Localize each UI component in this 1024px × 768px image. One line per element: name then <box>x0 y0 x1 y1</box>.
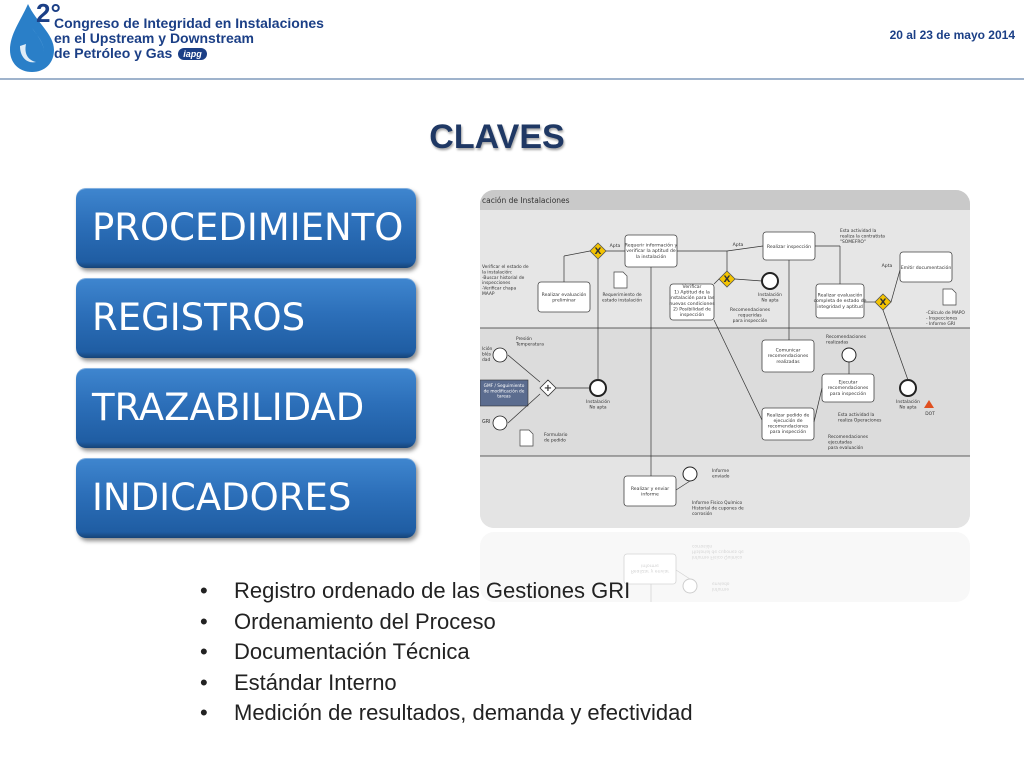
label-no-apta-1: Instalación No apta <box>758 293 782 304</box>
label-apta-2: Apta <box>732 243 744 248</box>
note-recomendaciones-requeridas: Recomendaciones requeridas para inspección <box>730 308 770 324</box>
note-recom-realizadas: Recomendaciones realizadas <box>826 335 866 346</box>
bpmn-diagram <box>480 190 970 528</box>
gateway-1-mark: X <box>594 247 602 257</box>
intermediate-event-1 <box>842 348 856 362</box>
note-formulario: Formulario de pedido <box>544 433 568 444</box>
note-requerimiento: Requerimiento de estado instalación <box>602 293 642 304</box>
logo-text-line-2: en el Upstream y Downstream <box>54 30 254 46</box>
note-esta-actividad-2: Esta actividad la realiza Operaciones <box>838 413 882 424</box>
end-event-no-apta-1 <box>762 273 778 289</box>
bullet-item: • Estándar Interno <box>200 668 693 699</box>
label-apta-3: Apta <box>881 264 893 269</box>
logo-text-line-3 <box>54 45 207 61</box>
gateway-3-mark: X <box>879 298 887 308</box>
doc-formulario <box>520 430 533 446</box>
task-evaluacion-completa-label: Realizar evaluación completa de estado de integridad y aptitud <box>813 293 867 310</box>
start-event-2 <box>493 416 507 430</box>
note-informe-fisico: Informe Físico Químico Historial de cupones de corrosión <box>692 501 744 517</box>
subprocess-gmf-label: GMF / Seguimiento de modificación de tareas <box>483 384 525 400</box>
label-dot: DOT <box>925 412 935 417</box>
doc-requerimiento <box>614 272 627 288</box>
bullet-item: • Ordenamiento del Proceso <box>200 607 693 638</box>
header-divider <box>0 78 1024 80</box>
end-event-no-apta-3 <box>900 380 916 396</box>
task-realizar-enviar-informe-label: Realizar y enviar informe <box>630 486 670 498</box>
slide-header <box>0 0 1024 80</box>
note-recom-ejecutadas: Recomendaciones ejecutadas para evaluación <box>828 435 868 451</box>
bullet-item: • Documentación Técnica <box>200 637 693 668</box>
task-verificar-aptitud-label: Verificar 1) Aptitud de la instalación para las nuevas condiciones 2) Posibilidad de inspección <box>669 285 715 318</box>
key-registros: REGISTROS <box>76 278 416 358</box>
logo-number: 2° <box>36 0 61 28</box>
note-lcion: lción blés dad <box>482 347 493 363</box>
task-requerir-informacion-label: Requerir información y verificar la aptitud de la instalación <box>624 243 678 260</box>
bullet-item: • Registro ordenado de las Gestiones GRI <box>200 576 693 607</box>
end-event-no-apta-2 <box>590 380 606 396</box>
svg-text:Informe Físico QuímicoHistoria: Informe Físico QuímicoHistorial de cupones decorrosión <box>692 543 744 559</box>
note-informe-enviado: Informe enviado <box>712 469 730 480</box>
event-date: 20 al 23 de mayo 2014 <box>889 28 1015 42</box>
note-presion: Presión Temperatura <box>516 337 544 348</box>
doc-emitida <box>943 289 956 305</box>
task-evaluacion-preliminar-label: Realizar evaluación preliminar <box>541 292 587 304</box>
note-esta-actividad: Esta actividad la realiza la contratista "SOMEFRO" <box>840 229 885 245</box>
note-gri: GRI <box>482 420 491 425</box>
process-diagram <box>480 190 970 528</box>
note-verificar-estado: Verificar el estado de la instalación: -Buscar historial de inspecciones -Verificar chapa MAAP <box>482 265 529 297</box>
label-no-apta-2: Instalación No apta <box>586 400 610 411</box>
bullet-item: • Medición de resultados, demanda y efectividad <box>200 698 693 729</box>
task-realizar-pedido-label: Realizar pedido de ejecución de recomendaciones para inspección <box>766 413 810 436</box>
start-event-1 <box>493 348 507 362</box>
slide-title: CLAVES <box>429 118 565 156</box>
task-emitir-documentacion-label: Emitir documentación <box>900 266 952 271</box>
logo-text-line-1: Congreso de Integridad en Instalaciones <box>54 15 324 31</box>
gateway-2-mark: X <box>723 275 731 285</box>
key-procedimiento: PROCEDIMIENTO <box>76 188 416 268</box>
intermediate-event-2 <box>683 467 697 481</box>
gateway-parallel-mark: + <box>543 383 553 394</box>
svg-text:Informeenviado: Informeenviado <box>712 580 730 591</box>
task-comunicar-label: Comunicar recomendaciones realizadas <box>767 348 809 365</box>
svg-text:Realizar y enviarinforme: Realizar y enviarinforme <box>630 562 670 574</box>
iapg-badge: iapg <box>178 48 207 60</box>
diagram-title: cación de Instalaciones <box>482 196 570 205</box>
task-ejecutar-recomendaciones-label: Ejecutar recomendaciones para inspección <box>827 380 869 397</box>
task-realizar-inspeccion-label: Realizar inspección <box>766 245 812 250</box>
logo-text-line-3-label: de Petróleo y Gas <box>54 45 173 61</box>
key-indicadores: INDICADORES <box>76 458 416 538</box>
lane-3 <box>480 456 970 528</box>
label-apta-1: Apta <box>609 244 621 249</box>
key-trazabilidad: TRAZABILIDAD <box>76 368 416 448</box>
label-no-apta-3: Instalación No apta <box>896 400 920 411</box>
key-points-list <box>200 576 693 729</box>
note-calculo: -Cálculo de MAPO - Inspecciones - Informe GRI <box>926 311 965 327</box>
